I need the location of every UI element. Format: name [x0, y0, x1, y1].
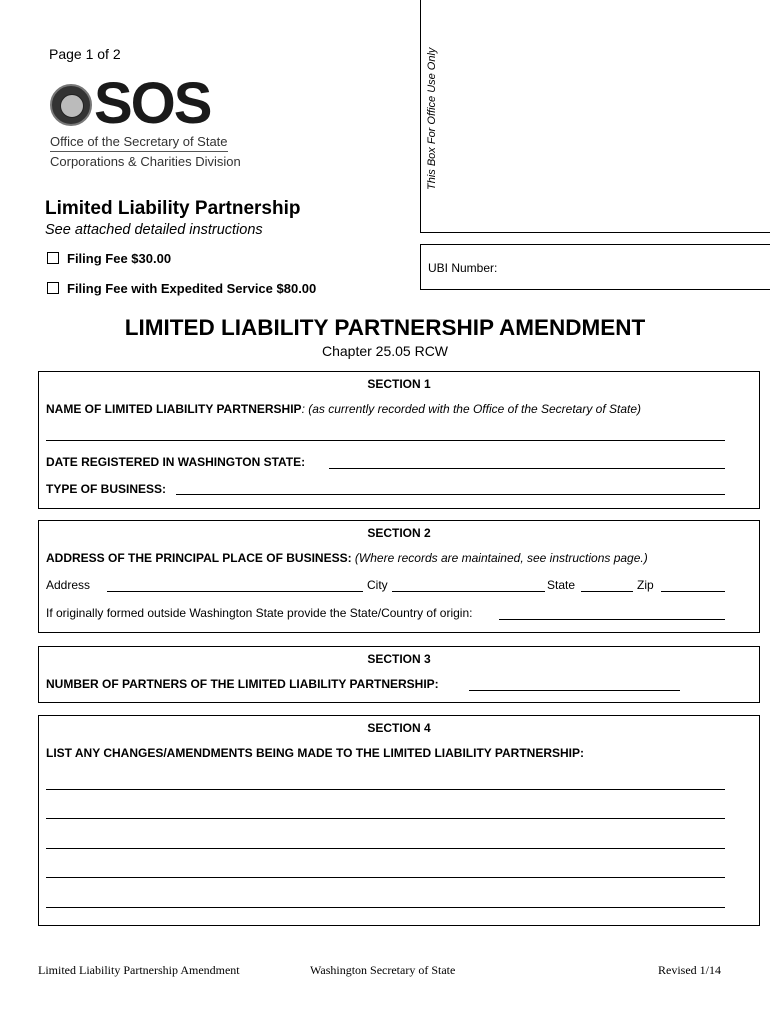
- changes-line[interactable]: [46, 789, 725, 790]
- date-registered-label: DATE REGISTERED IN WASHINGTON STATE:: [46, 455, 306, 469]
- zip-field[interactable]: [661, 591, 725, 592]
- city-field[interactable]: [392, 591, 545, 592]
- chapter-reference: Chapter 25.05 RCW: [321, 343, 449, 359]
- state-field[interactable]: [581, 591, 633, 592]
- business-type-label: TYPE OF BUSINESS:: [46, 482, 167, 496]
- checkbox-icon[interactable]: [47, 282, 59, 294]
- state-seal-icon: [50, 84, 92, 126]
- logo-letters: SOS: [94, 71, 211, 136]
- office-box-bottom: [420, 232, 770, 233]
- zip-label: Zip: [637, 578, 654, 592]
- city-label: City: [367, 578, 388, 592]
- address-field[interactable]: [107, 591, 363, 592]
- changes-line[interactable]: [46, 907, 725, 908]
- ubi-number-label: UBI Number:: [428, 261, 498, 275]
- state-label: State: [547, 578, 576, 592]
- footer-revision: Revised 1/14: [658, 963, 721, 977]
- partnership-name-label: NAME OF LIMITED LIABILITY PARTNERSHIP: (as currently recorded with the Office of the Secretary of State): [46, 402, 642, 416]
- business-type-field[interactable]: [176, 494, 725, 495]
- filing-fee-option[interactable]: Filing Fee $30.00: [47, 251, 171, 266]
- page-number: Page 1 of 2: [49, 46, 121, 62]
- section-heading: SECTION 3: [367, 652, 431, 666]
- changes-line[interactable]: [46, 818, 725, 819]
- main-title: LIMITED LIABILITY PARTNERSHIP AMENDMENT: [124, 315, 646, 340]
- office-box-border: [420, 0, 421, 232]
- changes-line[interactable]: [46, 877, 725, 878]
- logo-office-name: Office of the Secretary of State: [50, 134, 228, 149]
- section-heading: SECTION 1: [367, 377, 431, 391]
- partnership-name-field[interactable]: [46, 440, 725, 441]
- section-1: [38, 371, 760, 509]
- changes-label: LIST ANY CHANGES/AMENDMENTS BEING MADE TO THE LIMITED LIABILITY PARTNERSHIP:: [46, 746, 585, 760]
- form-subtitle: See attached detailed instructions: [45, 222, 263, 238]
- checkbox-icon[interactable]: [47, 252, 59, 264]
- origin-field[interactable]: [499, 619, 725, 620]
- expedited-fee-option[interactable]: Filing Fee with Expedited Service $80.00: [47, 281, 316, 296]
- logo-divider: [50, 151, 228, 152]
- footer-agency: Washington Secretary of State: [310, 963, 456, 977]
- section-heading: SECTION 4: [367, 721, 431, 735]
- origin-label: If originally formed outside Washington State provide the State/Country of origin:: [46, 606, 473, 620]
- section-2: [38, 520, 760, 633]
- logo-division-name: Corporations & Charities Division: [50, 154, 241, 169]
- sos-logo: [50, 71, 241, 174]
- form-title: Limited Liability Partnership: [45, 198, 301, 219]
- address-label: Address: [46, 578, 91, 592]
- changes-line[interactable]: [46, 848, 725, 849]
- section-4: [38, 715, 760, 926]
- principal-address-label: ADDRESS OF THE PRINCIPAL PLACE OF BUSINESS: (Where records are maintained, see instructions page.): [46, 551, 648, 565]
- date-registered-field[interactable]: [329, 468, 725, 469]
- footer-form-name: Limited Liability Partnership Amendment: [38, 963, 240, 977]
- section-heading: SECTION 2: [367, 526, 431, 540]
- section-3: [38, 646, 760, 703]
- partners-count-label: NUMBER OF PARTNERS OF THE LIMITED LIABILITY PARTNERSHIP:: [46, 677, 439, 691]
- office-use-label: This Box For Office Use Only: [426, 47, 438, 190]
- partners-count-field[interactable]: [469, 690, 680, 691]
